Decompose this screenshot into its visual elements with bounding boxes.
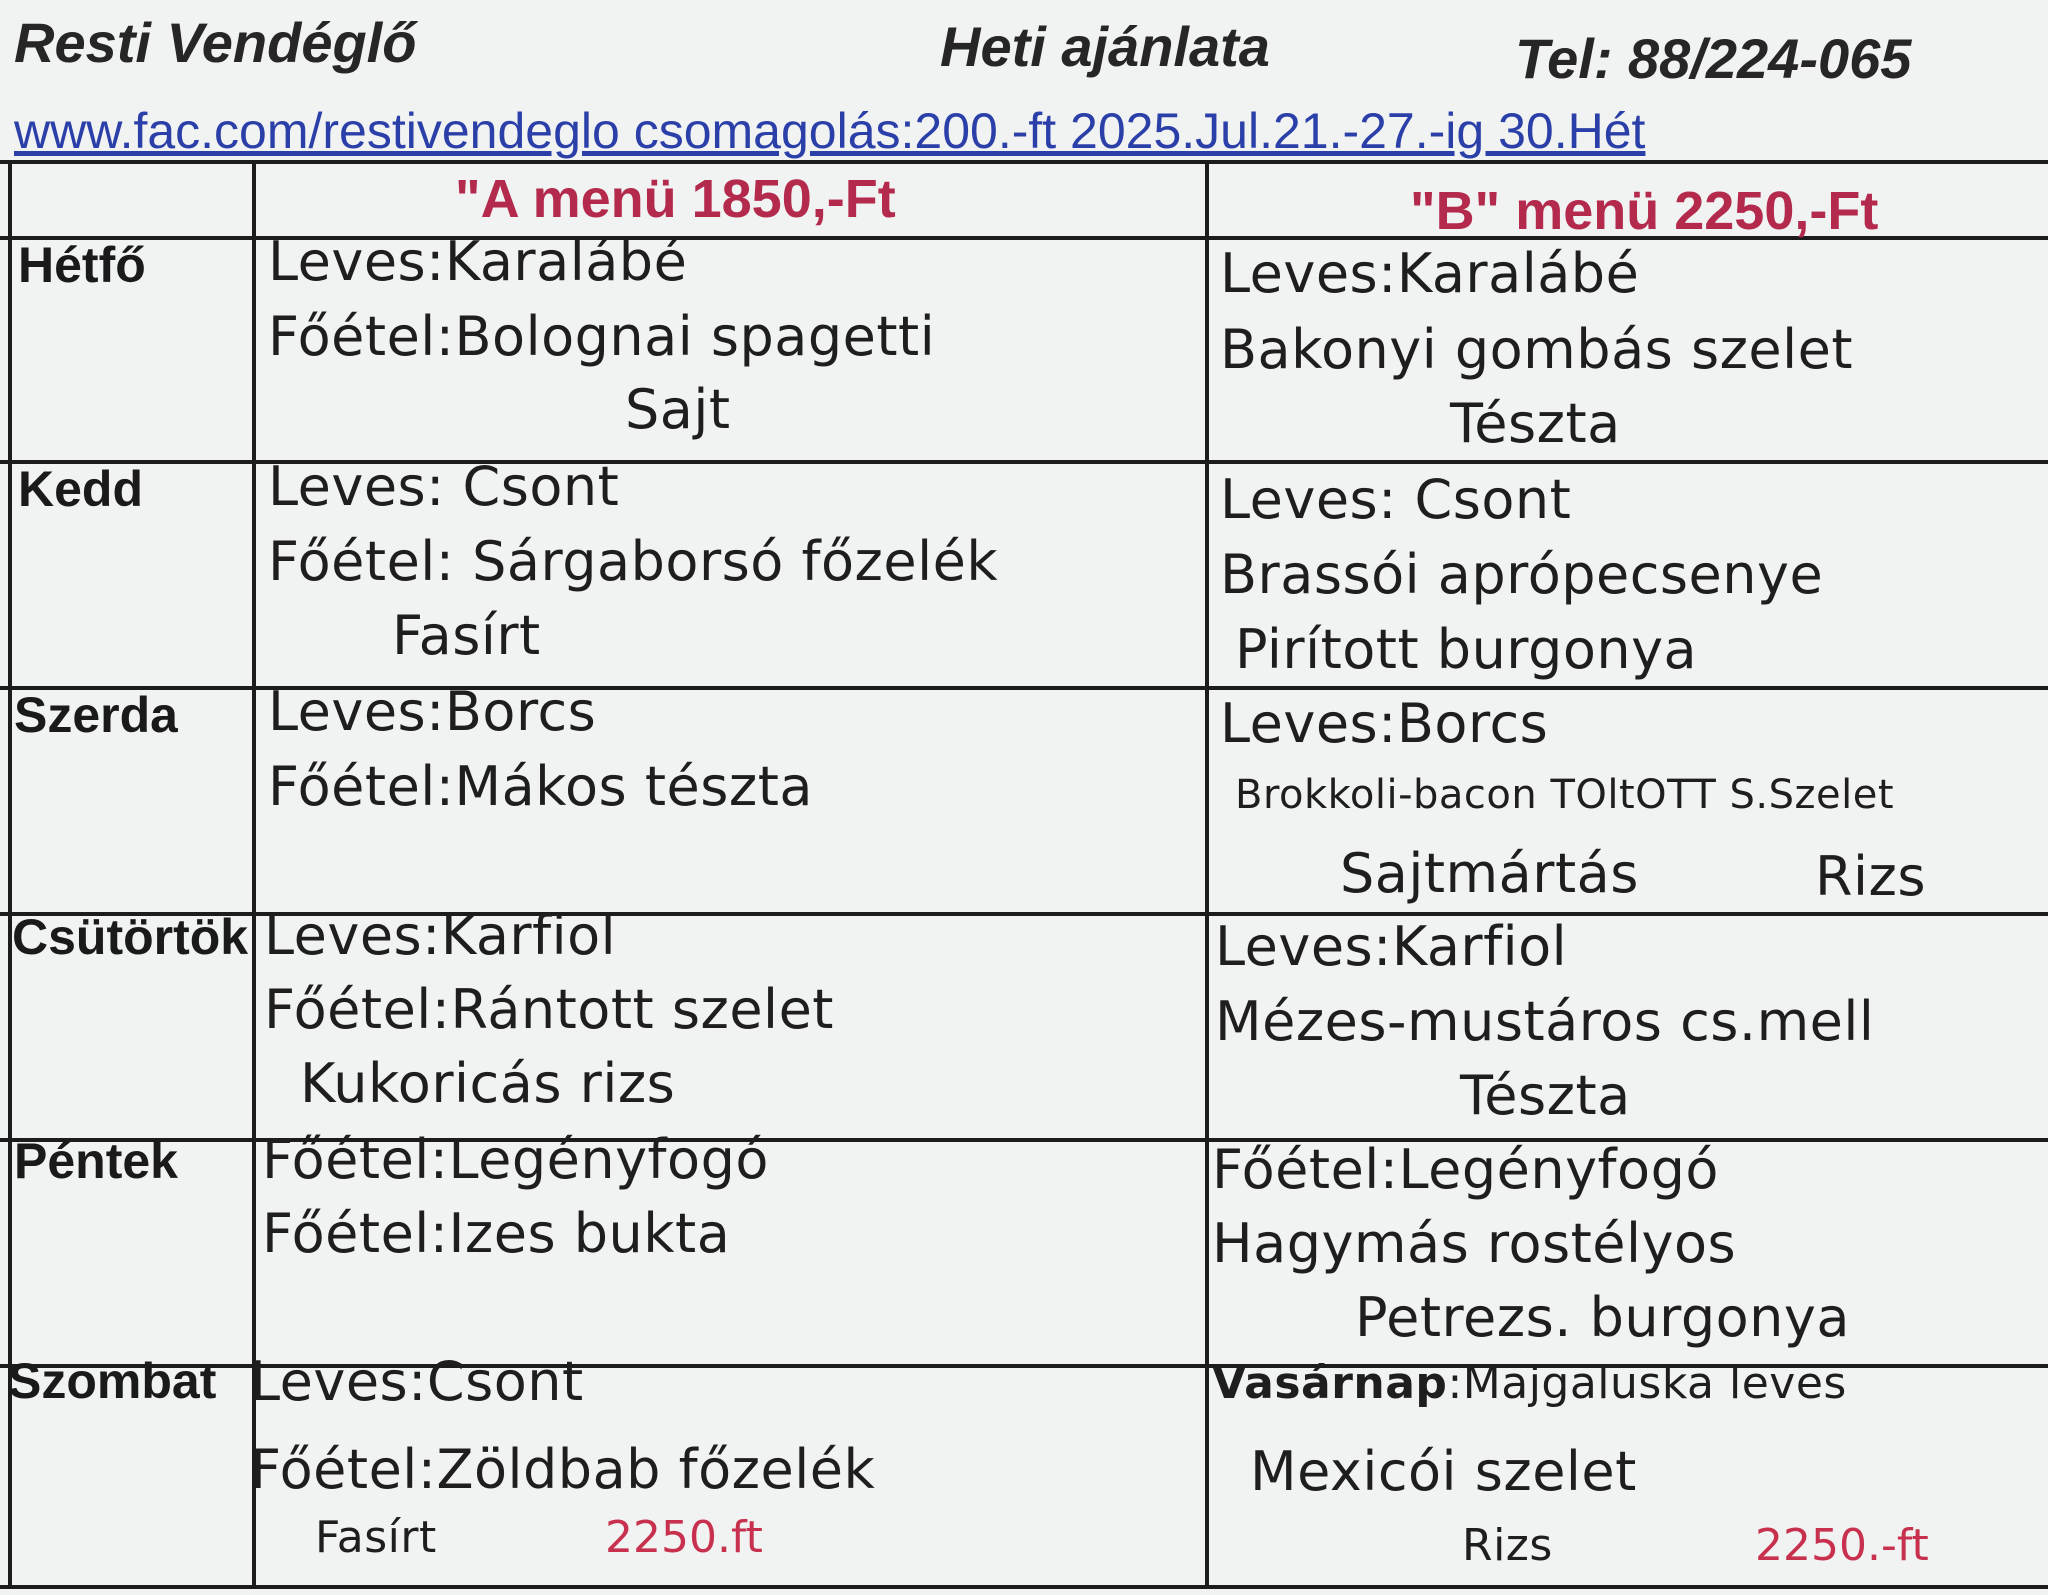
monday-a-side: Sajt bbox=[625, 378, 731, 441]
wednesday-a-main: Főétel:Mákos tészta bbox=[268, 755, 813, 818]
weekly-offer-title: Heti ajánlata bbox=[940, 15, 1270, 78]
thursday-a-side: Kukoricás rizs bbox=[300, 1052, 676, 1115]
tuesday-b-side: Pirított burgonya bbox=[1235, 618, 1698, 681]
tuesday-a-side: Fasírt bbox=[392, 604, 541, 667]
phone-number: Tel: 88/224-065 bbox=[1515, 27, 1912, 90]
day-label-sunday: Vasárnap bbox=[1212, 1358, 1448, 1409]
thursday-a-main: Főétel:Rántott szelet bbox=[264, 978, 834, 1041]
day-label-wednesday: Szerda bbox=[14, 687, 178, 743]
sunday-b-main: Mexicói szelet bbox=[1250, 1440, 1637, 1503]
saturday-price: 2250.ft bbox=[605, 1512, 763, 1563]
tuesday-a-soup: Leves: Csont bbox=[268, 455, 620, 518]
monday-a-soup: Leves:Karalábé bbox=[268, 230, 688, 293]
sunday-soup-text: :Majgaluska leves bbox=[1447, 1358, 1847, 1409]
sunday-b-side: Rizs bbox=[1462, 1520, 1553, 1571]
monday-b-main: Bakonyi gombás szelet bbox=[1220, 318, 1854, 381]
saturday-a-soup: Leves:Csont bbox=[250, 1350, 584, 1413]
wednesday-a-soup: Leves:Borcs bbox=[268, 680, 597, 743]
table-border-bottom bbox=[0, 1585, 2048, 1589]
menu-column-divider bbox=[1205, 160, 1209, 1589]
info-line-link[interactable]: www.fac.com/restivendeglo csomagolás:200.-ft 2025.Jul.21.-27.-ig 30.Hét bbox=[14, 103, 1646, 159]
sunday-b-soup bbox=[1212, 1358, 1847, 1409]
day-label-thursday: Csütörtök bbox=[12, 909, 248, 965]
day-label-tuesday: Kedd bbox=[18, 461, 143, 517]
tuesday-a-main: Főétel: Sárgaborsó főzelék bbox=[268, 530, 999, 593]
monday-a-main: Főétel:Bolognai spagetti bbox=[268, 305, 936, 368]
menu-b-header: "B" menü 2250,-Ft bbox=[1410, 181, 1879, 241]
wednesday-b-soup: Leves:Borcs bbox=[1220, 692, 1549, 755]
monday-b-soup: Leves:Karalábé bbox=[1220, 242, 1640, 305]
friday-a-dessert: Főétel:Izes bukta bbox=[262, 1202, 731, 1265]
thursday-b-main: Mézes-mustáros cs.mell bbox=[1215, 990, 1875, 1053]
friday-b-main: Főétel:Legényfogó bbox=[1212, 1138, 1719, 1201]
friday-b-side: Petrezs. burgonya bbox=[1355, 1286, 1850, 1349]
tuesday-b-main: Brassói aprópecsenye bbox=[1220, 543, 1824, 606]
day-label-monday: Hétfő bbox=[18, 237, 146, 293]
day-label-saturday: Szombat bbox=[8, 1353, 217, 1409]
thursday-b-soup: Leves:Karfiol bbox=[1215, 915, 1568, 978]
table-border-top bbox=[0, 160, 2048, 164]
friday-a-main: Főétel:Legényfogó bbox=[262, 1128, 769, 1191]
wednesday-b-sauce: Sajtmártás bbox=[1340, 842, 1639, 905]
tuesday-b-soup: Leves: Csont bbox=[1220, 468, 1572, 531]
thursday-a-soup: Leves:Karfiol bbox=[264, 904, 617, 967]
friday-b-second: Hagymás rostélyos bbox=[1212, 1212, 1737, 1275]
restaurant-name: Resti Vendéglő bbox=[14, 11, 417, 74]
menu-a-header: "A menü 1850,-Ft bbox=[455, 169, 896, 229]
wednesday-b-side: Rizs bbox=[1815, 845, 1927, 908]
thursday-b-side: Tészta bbox=[1460, 1064, 1631, 1127]
day-label-friday: Péntek bbox=[14, 1133, 178, 1189]
monday-b-side: Tészta bbox=[1450, 392, 1621, 455]
sunday-price: 2250.-ft bbox=[1755, 1520, 1929, 1571]
saturday-a-main: Főétel:Zöldbab főzelék bbox=[250, 1438, 876, 1501]
saturday-a-side: Fasírt bbox=[315, 1512, 437, 1563]
wednesday-b-main: Brokkoli-bacon TOltOTT S.Szelet bbox=[1235, 772, 1895, 818]
